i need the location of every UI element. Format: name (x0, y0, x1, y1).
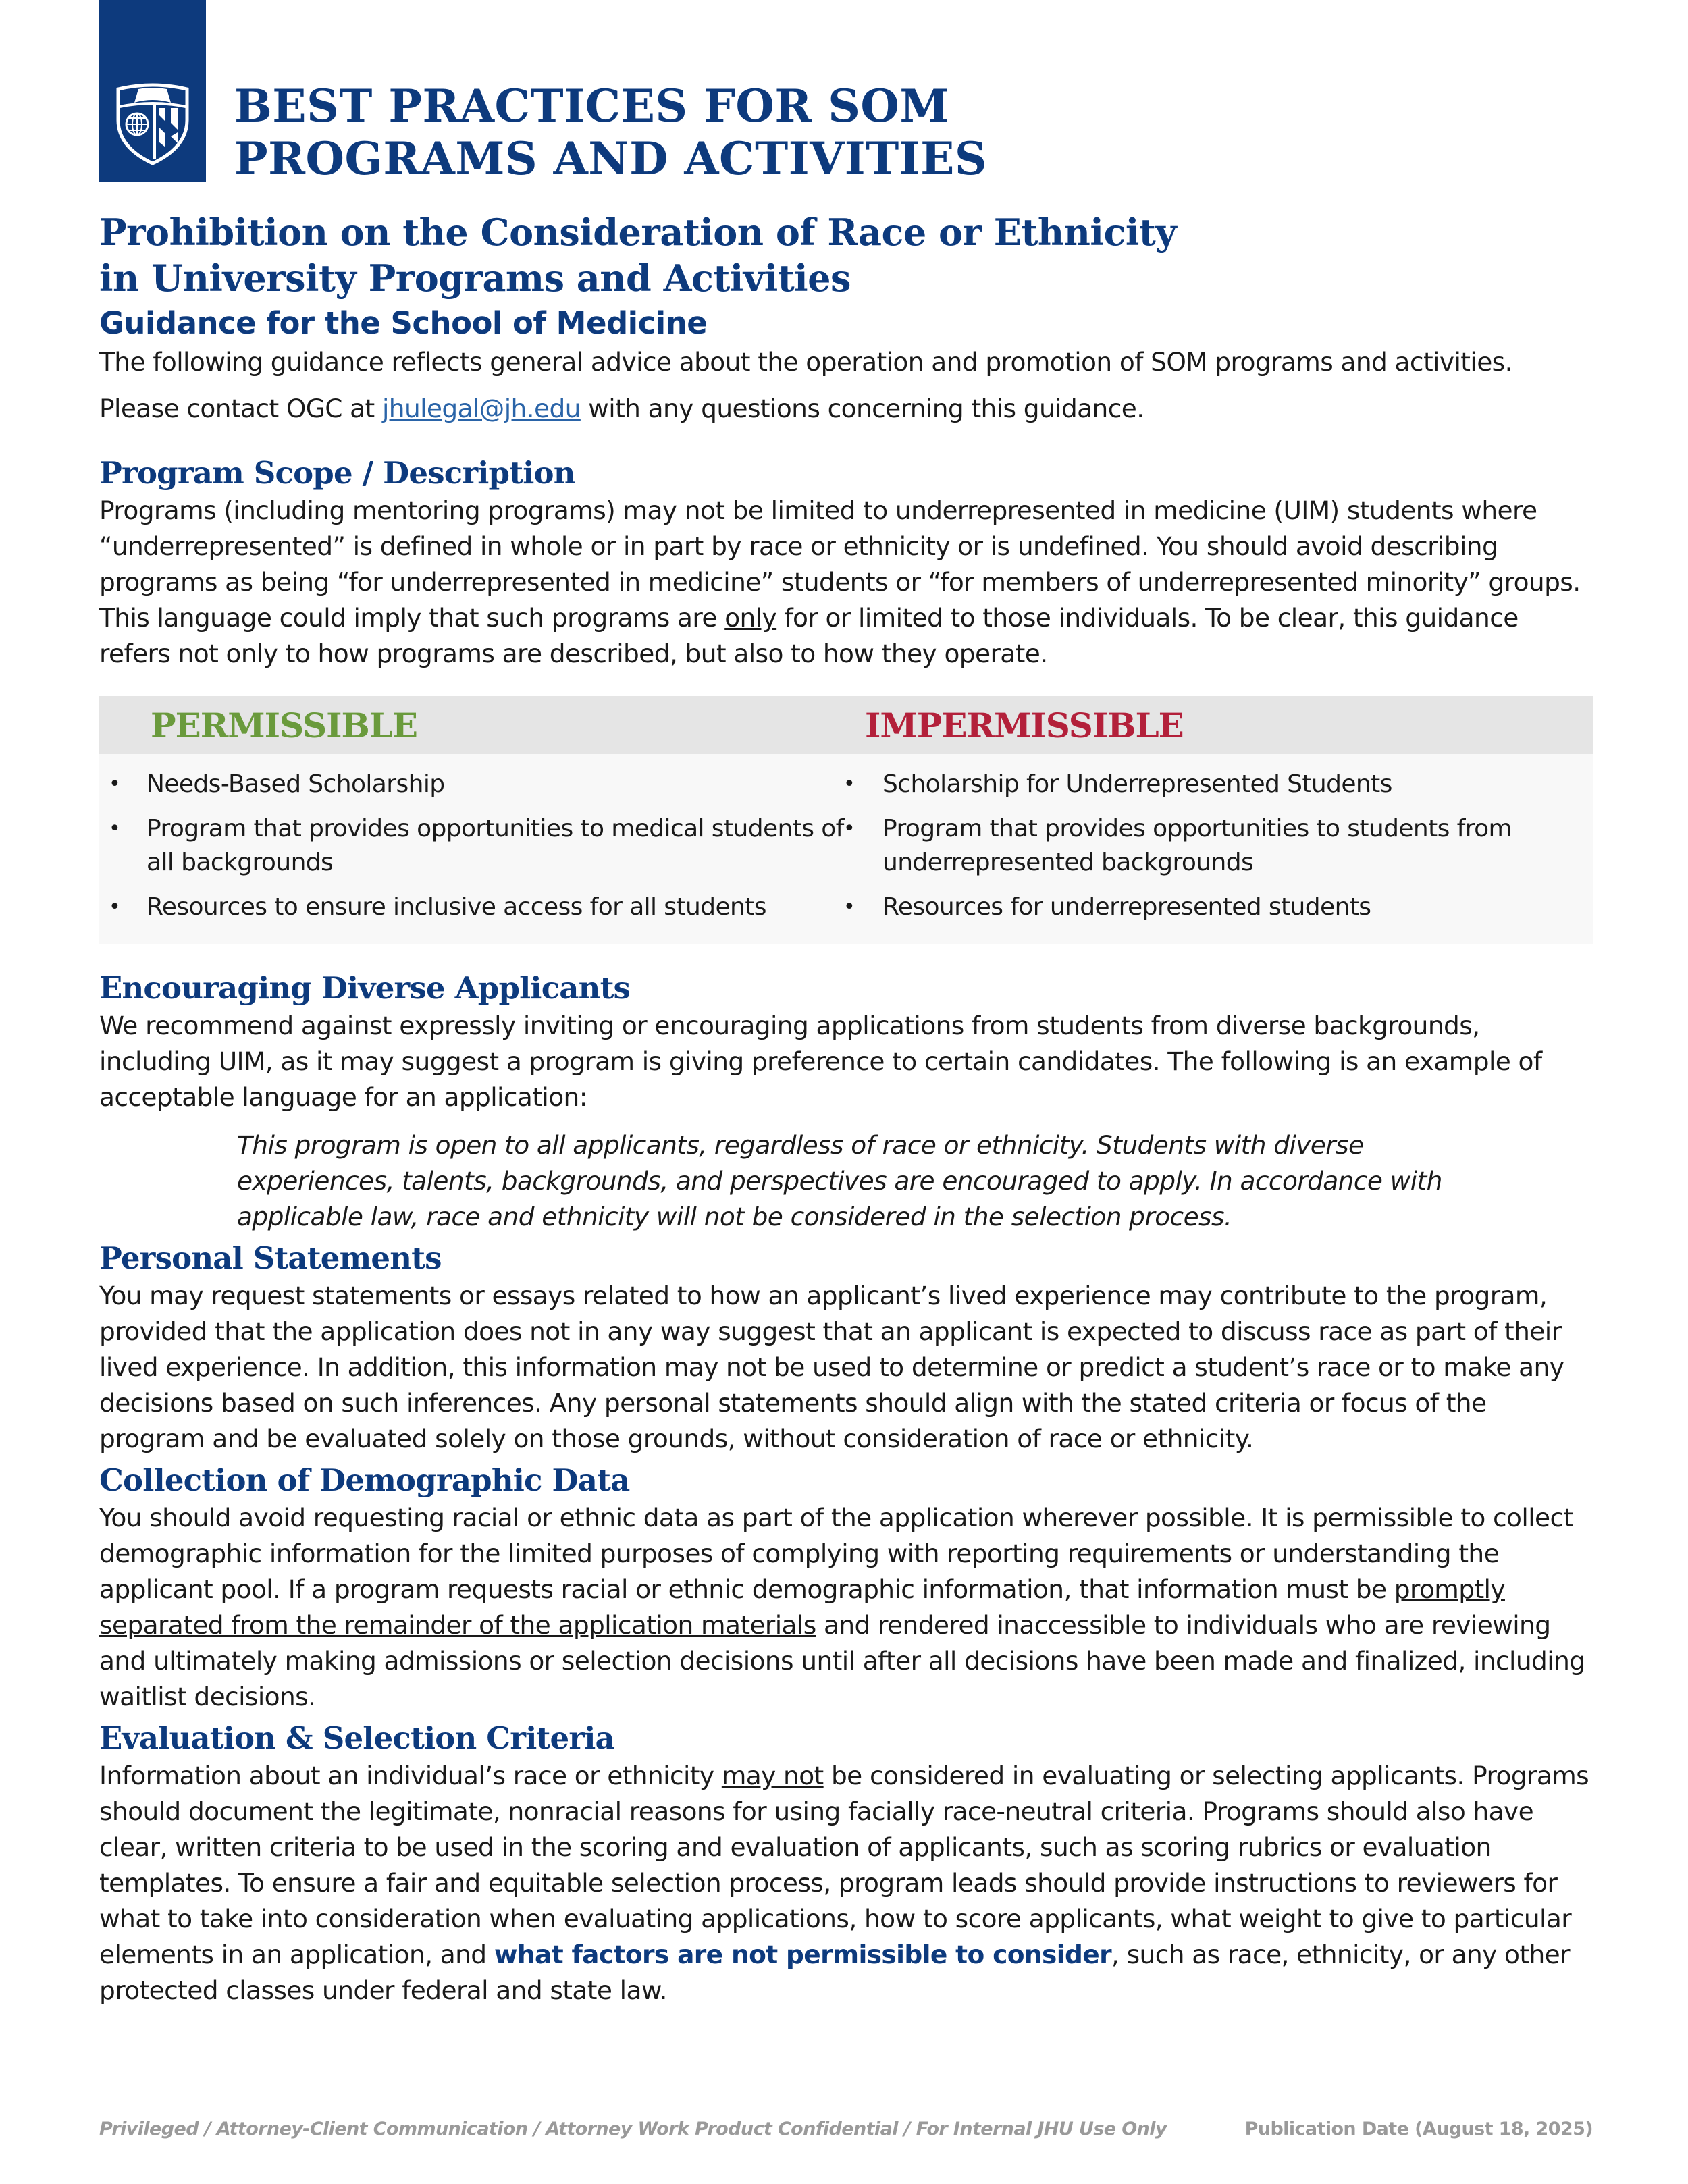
title-line-2: PROGRAMS AND ACTIVITIES (234, 132, 988, 185)
section-heading-personal: Personal Statements (99, 1240, 442, 1276)
section-heading-encouraging: Encouraging Diverse Applicants (99, 970, 631, 1006)
item-text: Scholarship for Underrepresented Students (882, 770, 1392, 798)
item-text: Program that provides opportunities to medical students of all backgrounds (147, 815, 844, 876)
university-shield-icon (114, 80, 191, 166)
bold-emphasis: what factors are not permissible to consider (494, 1940, 1111, 1969)
document-body (99, 209, 1593, 2008)
list-item (843, 768, 1593, 801)
permissible-label: PERMISSIBLE (151, 705, 418, 745)
intro-text: The following guidance reflects general advice about the operation and promotion of SOM programs and activities. (99, 347, 1512, 377)
scope-text-part: for or limited to those individuals. To be clear, this guidance refers not only to how programs are described, but also to how they operate. (99, 603, 1519, 668)
page-title (234, 80, 987, 185)
evaluation-text (99, 1758, 1593, 2008)
permissible-column (99, 768, 846, 935)
list-item (99, 812, 846, 880)
email-link[interactable]: jhulegal@jh.edu (381, 394, 581, 423)
section-heading-evaluation: Evaluation & Selection Criteria (99, 1720, 614, 1756)
title-line-1: BEST PRACTICES FOR SOM (234, 80, 949, 132)
list-item (843, 812, 1593, 880)
comparison-header (99, 696, 1593, 754)
evaluation-text-part: , such as race, ethnicity, or any other protected classes under federal and state law. (99, 1940, 1570, 2005)
contact-prefix: Please contact OGC at (99, 394, 382, 423)
confidentiality-notice: Privileged / Attorney-Client Communication / Attorney Work Product Confidential / For Internal JHU Use Only (99, 2119, 1167, 2139)
footer (99, 2119, 1593, 2139)
section-heading-scope: Program Scope / Description (99, 455, 575, 491)
bullet-icon: • (109, 895, 121, 919)
contact-text (99, 391, 1593, 427)
publication-date: Publication Date (August 18, 2025) (1244, 2119, 1593, 2139)
demographic-text-part: You should avoid requesting racial or ethnic data as part of the application wherever possible. It is permissible to collect demographic information for the limited purposes of complying with reporting requirements or understanding the applicant pool. If a program requests racial or ethnic demographic information, that information must be (99, 1503, 1573, 1604)
evaluation-text-part: be considered in evaluating or selecting applicants. Programs should document the legitimate, nonracial reasons for using facially race-neutral criteria. Programs should also have clear, written criteria to be used in the scoring and evaluation of applicants, such as scoring rubrics or evaluation templates. To ensure a fair and equitable selection process, program leads should provide instructions to reviewers for what to take into consideration when evaluating applications, how to score applicants, what weight to give to particular elements in an application, and (99, 1761, 1589, 1969)
list-item (843, 890, 1593, 924)
evaluation-text-part: Information about an individual’s race or ethnicity (99, 1761, 722, 1790)
bullet-icon: • (843, 895, 855, 919)
sample-language-quote: This program is open to all applicants, regardless of race or ethnicity. Students with diverse experiences, talents, backgrounds, and perspectives are encouraged to apply. In accordance with applicable law, race and ethnicity will not be considered in the selection process. (237, 1130, 1442, 1231)
logo-block (99, 0, 206, 182)
bullet-icon: • (109, 772, 121, 796)
subtitle-line-2: in University Programs and Activities (99, 257, 851, 300)
impermissible-column (843, 768, 1593, 935)
comparison-table (99, 696, 1593, 944)
guidance-heading: Guidance for the School of Medicine (99, 305, 708, 341)
item-text: Needs-Based Scholarship (147, 770, 445, 798)
list-item (99, 890, 846, 924)
bullet-icon: • (109, 817, 121, 841)
personal-text: You may request statements or essays related to how an applicant’s lived experience may contribute to the program, provided that the application does not in any way suggest that an applicant is expected to discuss race as part of their lived experience. In addition, this information may not be used to determine or predict a student’s race or to make any decisions based on such inferences. Any personal statements should align with the stated criteria or focus of the program and be evaluated solely on those grounds, without consideration of race or ethnicity. (99, 1281, 1564, 1454)
scope-text-part: Programs (including mentoring programs) may not be limited to underrepresented in medicine (UIM) students where “underrepresented” is defined in whole or in part by race or ethnicity or is undefined. You should avoid describing programs as being “for underrepresented in medicine” students or “for members of underrepresented minority” groups. This language could imply that such programs are (99, 496, 1581, 633)
underlined-emphasis: only (724, 603, 777, 633)
underlined-emphasis: promptly separated from the remainder of the application materials (99, 1574, 1505, 1640)
item-text: Program that provides opportunities to students from underrepresented backgrounds (882, 815, 1512, 876)
demographic-text-part: and rendered inaccessible to individuals who are reviewing and ultimately making admissions or selection decisions until after all decisions have been made and finalized, including waitlist decisions. (99, 1610, 1585, 1711)
item-text: Resources to ensure inclusive access for all students (147, 893, 766, 921)
list-item (99, 768, 846, 801)
bullet-icon: • (843, 817, 855, 841)
scope-text (99, 493, 1593, 672)
underlined-emphasis: may not (721, 1761, 824, 1790)
subtitle-line-1: Prohibition on the Consideration of Race or Ethnicity (99, 211, 1177, 254)
contact-suffix: with any questions concerning this guidance. (580, 394, 1144, 423)
demographic-text (99, 1500, 1593, 1715)
document-subtitle (99, 209, 1593, 301)
encouraging-text: We recommend against expressly inviting or encouraging applications from students from diverse backgrounds, including UIM, as it may suggest a program is giving preference to certain candidates. The following is an example of acceptable language for an application: (99, 1011, 1542, 1112)
bullet-icon: • (843, 772, 855, 796)
section-heading-demographic: Collection of Demographic Data (99, 1462, 630, 1498)
impermissible-label: IMPERMISSIBLE (865, 705, 1184, 745)
item-text: Resources for underrepresented students (882, 893, 1371, 921)
